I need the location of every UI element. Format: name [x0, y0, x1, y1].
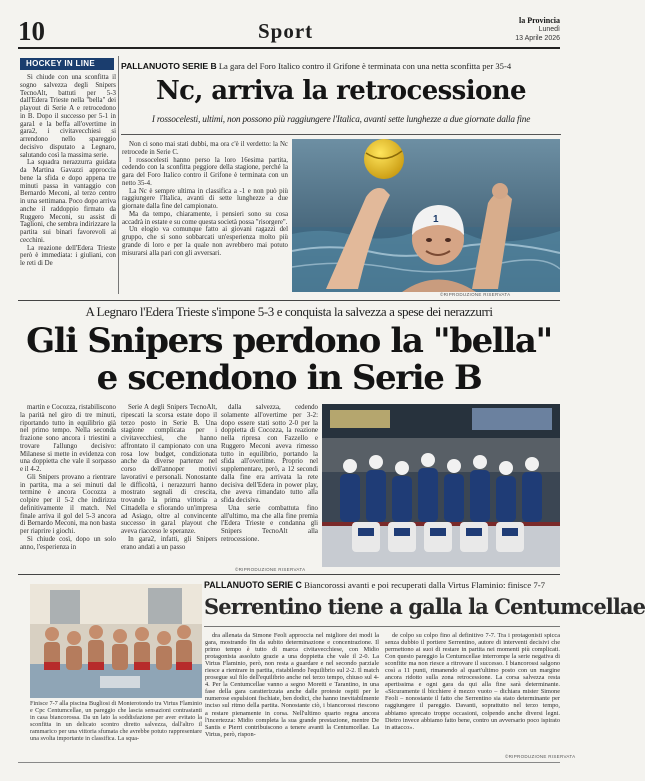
headline-line: Gli Snipers perdono la "bella"	[26, 321, 552, 361]
hockey-team-photo	[322, 404, 560, 567]
water-polo-photo	[292, 139, 560, 292]
newspaper-name: la Provincia	[519, 16, 560, 25]
article3-kicker	[204, 580, 562, 591]
article2-column	[121, 404, 217, 570]
paragraph: La squadra nerazzurra guidata da Martina Gavazzi approccia bene la sfida e dopo appena tre minuti passa in vantaggio con Bernardo Meconi, al terzo centro in una settimana. Poco dopo arriva anche il raddoppio firmato da Ruggero Meconi, su assist di Taglioni, che sembra indirizzare la partita sui binari favorevoli ai cecchini.	[20, 159, 116, 244]
kicker-label: PALLANUOTO SERIE C	[204, 580, 302, 590]
kicker-label: PALLANUOTO SERIE B	[121, 61, 217, 71]
article2-column	[20, 404, 116, 570]
divider	[204, 626, 560, 627]
pool-team-illustration	[30, 584, 202, 698]
section-title: Sport	[258, 19, 314, 43]
paragraph: dra allenata da Simone Feoli approccia nel migliore dei modi la gara, mostrando fin da subito determinazione e concentrazione. Il primo tempo è tutto di marca civitavecchiese, con Midio protagonista assoluto grazie a una doppietta che vale il 2-0. La Virtus Flaminio, però, non resta a guardare e nel secondo parziale riesce a rientrare in partita, ristabilendo l'equilibrio sul 2-2. Il match prosegue sul filo dell'equilibrio anche nel terzo tempo, chiuso sul 4-4. Per la Centumcellae vanno a segno Moretti e Tarantino, in una fase della gara caratterizzata anche dalle proteste ospiti per le numerose espulsioni fischiate, ben dodici, che hanno inevitabilmente inciso sul ritmo della partita. Nonostante ciò, i biancorossi riescono a restare pienamente in corsa. Nell'ultimo quarto regna ancora l'incertezza: Midio completa la sua grande prestazione, mentre De Santis e Pierri contribuiscono a tenere avanti la Centumcellae. La Virtus, però, rispon-	[205, 632, 379, 738]
article1-subheadline: I rossocelesti, ultimi, non possono più raggiungere l'Italica, avanti sette lunghezze a due giornate dalla fine	[151, 115, 531, 125]
masthead-rule	[18, 47, 560, 49]
sidebar-section-tag: HOCKEY IN LINE	[20, 58, 114, 70]
article1-headline: Nc, arriva la retrocessione	[155, 76, 526, 106]
paragraph: Gli Snipers provano a rientrare in partita, ma a sei minuti dal termine è ancora Cocozza a colpire per il 5-2 che indirizza definitivamente il match. Nel finale arriva il gol del 5-3 ancora di Bernardo Meconi, ma non basta per riaprire i giochi.	[20, 473, 116, 535]
pool-team-photo	[30, 584, 202, 698]
paragraph: Si chiude con una sconfitta il sogno salvezza degli Snipers TecnoAlt, battuti per 5-3 dall'Edera Trieste nella "bella" dei playout di Serie A e retrocedono in B. Dopo il successo per 5-1 in gara1 e la beffa all'overtime in gara2, i civitavecchiesi si arrendono nello spareggio decisivo disputato a Legnaro, salutando così la massima serie.	[20, 74, 116, 159]
article2-column	[221, 404, 318, 570]
divider	[121, 134, 561, 135]
svg-text:1: 1	[433, 214, 439, 225]
kicker-text: La gara del Foro Italico contro il Grifone è terminata con una netta sconfitta per 35-4	[218, 61, 512, 71]
paragraph: Serie A degli Snipers TecnoAlt, ripescati la scorsa estate dopo il terzo posto in Serie B. Una stagione complicata per i civitavecchiesi, che hanno affrontato il campionato con una rosa low budget, condizionata anche da diverse partenze nel corso dell'annoper motivi lavorativi e personali. Nonostante le difficoltà, i nerazzurri hanno mostrato segnali di crescita, trovando la prima vittoria a Cittadella e sfiorando un'impresa ad Asiago, oltre al convincente successo in gara1 playout che aveva riacceso le speranze.	[121, 404, 217, 535]
photo-credit: ©RIPRODUZIONE RISERVATA	[440, 292, 511, 297]
paragraph: La Nc è sempre ultima in classifica a -1 e non può più raggiungere l'Italica, avanti di sette lunghezze a due giornate dalla fine del campionato.	[122, 187, 288, 210]
article2-subheadline: A Legnaro l'Edera Trieste s'impone 5-3 e conquista la salvezza a spese dei nerazzurri	[85, 304, 493, 319]
issue-date: 13 Aprile 2026	[515, 35, 560, 42]
article1-kicker	[121, 61, 561, 72]
paragraph: dalla salvezza, cedendo solamente all'overtime per 3-2: dopo essere stati sotto 2-0 per la doppietta di Cocozza, la reazione nella ripresa con Fazzello e Ruggero Meconi aveva rimesso tutto in equilibrio, portando la sfida all'overtime. Proprio nel supplementare, però, a 12 secondi dalla fine era arrivata la rete decisiva dell'Edera in power play, che aveva rimandato tutto alla sfida decisiva.	[221, 404, 318, 504]
paragraph: martin e Cocozza, ristabiliscono la parità nel giro di tre minuti, riportando tutto in equilibrio già nel primo tempo. Nella seconda frazione sono ancora i triestini a trovare l'allungo decisivo: Milanese si mette in evidenza con una doppietta che vale il sorpasso e il 4-2.	[20, 404, 116, 473]
sidebar-text	[20, 74, 116, 294]
paragraph: Si chiude così, dopo un solo anno, l'esperienza in	[20, 535, 116, 551]
photo-caption: Finisce 7-7 alla piscina Bugliosi di Monterotondo tra Virtus Flaminio e Cpc Centumcellae, un pareggio che lascia sensazioni contrastanti in casa biancorossa. Da un lato la soddisfazione per aver evitato la sconfitta in un delicato scontro diretto salvezza, dall'altro il rammarico per una vittoria sfumata che avrebbe potuto rappresentare una svolta importante in classifica. La squa-	[30, 700, 202, 742]
kicker-text: Biancorossi avanti e poi recuperati dalla Virtus Flaminio: finisce 7-7	[304, 580, 546, 590]
article3-column	[205, 632, 379, 760]
hockey-team-illustration	[322, 404, 560, 567]
paragraph: Una serie combattuta fino all'ultimo, ma che alla fine premia l'Edera Trieste e condanna gli Snipers TecnoAlt alla retrocessione.	[221, 504, 318, 543]
photo-credit: ©RIPRODUZIONE RISERVATA	[505, 754, 576, 759]
paragraph: La reazione dell'Edera Trieste però è immediata: i giuliani, con le reti di De	[20, 244, 116, 267]
paragraph: In gara2, infatti, gli Snipers erano andati a un passo	[121, 535, 217, 551]
weekday: Lunedì	[538, 26, 560, 33]
column-divider	[118, 56, 119, 294]
page-bottom-rule	[18, 762, 560, 763]
masthead-info	[515, 16, 560, 43]
paragraph: Un elogio va comunque fatto ai giovani ragazzi del gruppo, che si sono sobbarcati un'esperienza molto più grande di loro e per la quale non avrebbero mai potuto misurarsi alla pari con gli avversari.	[122, 226, 288, 257]
headline-line: e scendono in Serie B	[96, 358, 482, 398]
article3-column	[385, 632, 560, 754]
divider	[18, 574, 560, 575]
water-polo-illustration	[292, 139, 560, 292]
photo-credit: ©RIPRODUZIONE RISERVATA	[235, 567, 306, 572]
paragraph: Ma da tempo, chiaramente, i pensieri sono su cosa accadrà in estate e su come questa società possa "risorgere".	[122, 210, 288, 226]
article2-headline	[18, 323, 560, 397]
article3-headline: Serrentino tiene a galla la Centumcellae	[204, 594, 645, 619]
article1-body	[122, 141, 288, 293]
page-number: 10	[18, 16, 45, 46]
paragraph: I rossocelesti hanno perso la loro 16esima partita, cedendo con la sconfitta peggiore della stagione, perché la gara del Foro Italico contro il Grifone è terminata con un netto 35-4.	[122, 156, 288, 187]
paragraph: Non ci sono mai stati dubbi, ma ora c'è il verdetto: la Nc retrocede in Serie C.	[122, 141, 288, 156]
paragraph: de colpo su colpo fino al definitivo 7-7. Tra i protagonisti spicca senza dubbio il portiere Serrentino, autore di interventi decisivi che permettono ai suoi di restare in partita nei momenti più complicati. Con questo pareggio la Centumcellae interrompe la serie negativa di sconfitte ma non riesce a ritrovare il successo. I biancorossi salgono così a 11 punti, rimanendo al quart'ultimo posto con un margine ancora ridotto sulla zona retrocessione. La corsa salvezza resta apertissima e ogni gara da qui alla fine sarà determinante. «Sicuramente il bicchiere è mezzo vuoto – dichiara mister Simone Feoli – nonostante il fatto che Serrentino sia stato determinante per raggiungere il pareggio. Davanti, soprattutto nel terzo tempo, abbiamo sprecato troppe occasioni, colpendo anche diversi legni. Dietro invece abbiamo fatto bene, contro un avversario poco ispirato in attacco».	[385, 632, 560, 731]
divider	[18, 300, 560, 301]
